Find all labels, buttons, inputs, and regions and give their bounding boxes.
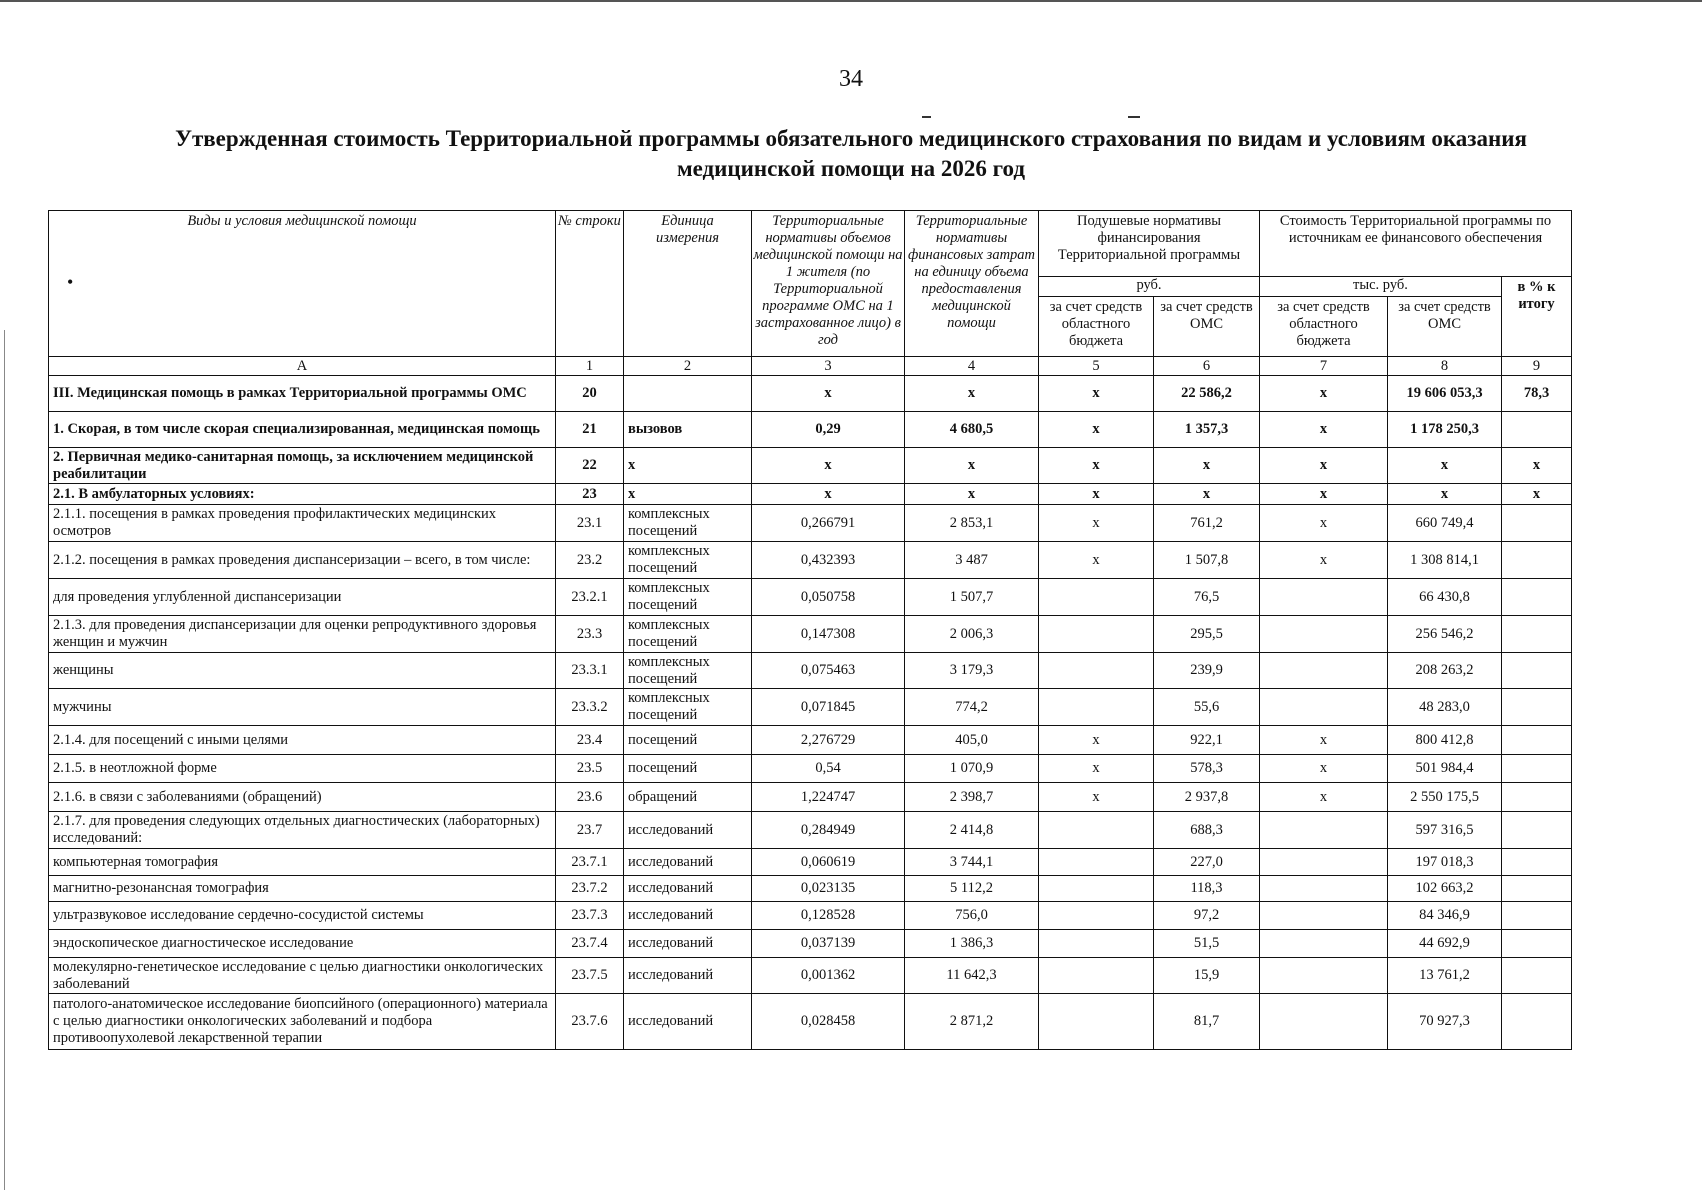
page-title: Утвержденная стоимость Территориальной программы обязательного медицинского страхования по видам и условиям оказания медицинской помощи на 2026 год: [175, 126, 1527, 181]
per-capita-budget: х: [1039, 484, 1154, 505]
percent-of-total: [1502, 689, 1572, 726]
row-unit: исследований: [624, 902, 752, 930]
row-number: 21: [556, 412, 624, 448]
column-index: 2: [624, 357, 752, 376]
per-capita-budget: [1039, 902, 1154, 930]
row-number: 23.2.1: [556, 579, 624, 616]
per-capita-oms: 22 586,2: [1154, 376, 1260, 412]
table-row: [49, 616, 1572, 653]
volume-norm: 0,54: [752, 755, 905, 783]
per-capita-oms: 118,3: [1154, 876, 1260, 902]
header-regional-budget-rub: за счет средств областного бюджета: [1039, 297, 1154, 357]
scan-mark: [922, 116, 931, 118]
row-unit: [624, 376, 752, 412]
header-unit-rub: руб.: [1039, 277, 1260, 297]
row-number: 23.7.4: [556, 930, 624, 958]
row-name: патолого-анатомическое исследование биопсийного (операционного) материала с целью диагностики онкологических заболеваний и подбора противоопухолевой лекарственной терапии: [49, 994, 556, 1050]
volume-norm: 0,060619: [752, 849, 905, 876]
cost-oms: 256 546,2: [1388, 616, 1502, 653]
percent-of-total: х: [1502, 484, 1572, 505]
table-row: [49, 505, 1572, 542]
cost-norm: 774,2: [905, 689, 1039, 726]
cost-norm: 2 414,8: [905, 812, 1039, 849]
cost-oms: 1 178 250,3: [1388, 412, 1502, 448]
per-capita-budget: [1039, 579, 1154, 616]
header-unit-thousand-rub: тыс. руб.: [1260, 277, 1502, 297]
cost-norm: 2 006,3: [905, 616, 1039, 653]
cost-budget: [1260, 876, 1388, 902]
column-index: 7: [1260, 357, 1388, 376]
cost-norm: х: [905, 484, 1039, 505]
row-number: 23.7.2: [556, 876, 624, 902]
volume-norm: 0,037139: [752, 930, 905, 958]
per-capita-oms: 76,5: [1154, 579, 1260, 616]
cost-oms: 70 927,3: [1388, 994, 1502, 1050]
header-cost-norms: Территориальные нормативы финансовых затрат на единицу объема предоставления медицинской помощи: [905, 211, 1039, 357]
cost-norm: 2 871,2: [905, 994, 1039, 1050]
column-index: 8: [1388, 357, 1502, 376]
table-row: [49, 876, 1572, 902]
cost-norm: 11 642,3: [905, 958, 1039, 994]
cost-oms: 84 346,9: [1388, 902, 1502, 930]
header-per-capita-group: Подушевые нормативы финансирования Территориальной программы: [1039, 211, 1260, 277]
column-index: А: [49, 357, 556, 376]
row-unit: исследований: [624, 849, 752, 876]
table-header: [49, 211, 1572, 376]
table-row: [49, 755, 1572, 783]
cost-oms: 66 430,8: [1388, 579, 1502, 616]
cost-norm: 3 179,3: [905, 653, 1039, 689]
per-capita-oms: 1 507,8: [1154, 542, 1260, 579]
page-top-edge: [0, 0, 1702, 2]
volume-norm: 0,128528: [752, 902, 905, 930]
row-name: 2. Первичная медико-санитарная помощь, за исключением медицинской реабилитации: [49, 448, 556, 484]
header-program-cost-group: Стоимость Территориальной программы по источникам ее финансового обеспечения: [1260, 211, 1572, 277]
cost-oms: 197 018,3: [1388, 849, 1502, 876]
table-row: [49, 958, 1572, 994]
row-unit: х: [624, 484, 752, 505]
cost-oms: 208 263,2: [1388, 653, 1502, 689]
row-number: 23.3.2: [556, 689, 624, 726]
volume-norm: 0,147308: [752, 616, 905, 653]
volume-norm: 2,276729: [752, 726, 905, 755]
per-capita-budget: х: [1039, 448, 1154, 484]
per-capita-oms: 1 357,3: [1154, 412, 1260, 448]
volume-norm: 0,432393: [752, 542, 905, 579]
percent-of-total: [1502, 653, 1572, 689]
cost-oms: 597 316,5: [1388, 812, 1502, 849]
row-unit: комплексных посещений: [624, 616, 752, 653]
row-number: 23.7.6: [556, 994, 624, 1050]
row-number: 22: [556, 448, 624, 484]
per-capita-budget: х: [1039, 726, 1154, 755]
row-name: 2.1.3. для проведения диспансеризации для оценки репродуктивного здоровья женщин и мужчин: [49, 616, 556, 653]
table-row: [49, 902, 1572, 930]
row-name: 2.1.7. для проведения следующих отдельных диагностических (лабораторных) исследований:: [49, 812, 556, 849]
per-capita-oms: 239,9: [1154, 653, 1260, 689]
per-capita-oms: 227,0: [1154, 849, 1260, 876]
percent-of-total: 78,3: [1502, 376, 1572, 412]
per-capita-oms: 15,9: [1154, 958, 1260, 994]
table-row: [49, 448, 1572, 484]
header-volume-norms: Территориальные нормативы объемов медицинской помощи на 1 жителя (по Территориальной программе ОМС на 1 застрахованное лицо) в год: [752, 211, 905, 357]
cost-budget: [1260, 930, 1388, 958]
row-name: мужчины: [49, 689, 556, 726]
row-number: 23.7: [556, 812, 624, 849]
volume-norm: 0,001362: [752, 958, 905, 994]
cost-budget: х: [1260, 448, 1388, 484]
percent-of-total: [1502, 994, 1572, 1050]
per-capita-budget: [1039, 689, 1154, 726]
volume-norm: 0,075463: [752, 653, 905, 689]
cost-norm: 2 398,7: [905, 783, 1039, 812]
cost-budget: [1260, 653, 1388, 689]
table-row: [49, 412, 1572, 448]
table-row: [49, 994, 1572, 1050]
row-name: компьютерная томография: [49, 849, 556, 876]
percent-of-total: х: [1502, 448, 1572, 484]
cost-budget: [1260, 958, 1388, 994]
volume-norm: 0,071845: [752, 689, 905, 726]
row-unit: обращений: [624, 783, 752, 812]
row-unit: комплексных посещений: [624, 653, 752, 689]
column-index-row: [49, 357, 1572, 376]
row-name: 2.1. В амбулаторных условиях:: [49, 484, 556, 505]
per-capita-oms: 578,3: [1154, 755, 1260, 783]
row-name: ультразвуковое исследование сердечно-сосудистой системы: [49, 902, 556, 930]
table-row: [49, 812, 1572, 849]
per-capita-budget: [1039, 616, 1154, 653]
cost-oms: 102 663,2: [1388, 876, 1502, 902]
cost-oms: 660 749,4: [1388, 505, 1502, 542]
per-capita-budget: [1039, 812, 1154, 849]
row-number: 23.3.1: [556, 653, 624, 689]
page-left-edge: [4, 330, 5, 1190]
row-number: 23.7.3: [556, 902, 624, 930]
per-capita-oms: х: [1154, 448, 1260, 484]
row-name: 2.1.2. посещения в рамках проведения диспансеризации – всего, в том числе:: [49, 542, 556, 579]
row-unit: исследований: [624, 876, 752, 902]
cost-oms: х: [1388, 484, 1502, 505]
per-capita-budget: х: [1039, 376, 1154, 412]
row-unit: комплексных посещений: [624, 505, 752, 542]
row-number: 23: [556, 484, 624, 505]
table-row: [49, 653, 1572, 689]
cost-oms: 48 283,0: [1388, 689, 1502, 726]
cost-budget: х: [1260, 726, 1388, 755]
cost-norm: 2 853,1: [905, 505, 1039, 542]
header-row-no: № строки: [556, 211, 624, 357]
table-row: [49, 376, 1572, 412]
row-unit: вызовов: [624, 412, 752, 448]
header-oms-rub: за счет средств ОМС: [1154, 297, 1260, 357]
per-capita-budget: [1039, 994, 1154, 1050]
row-unit: х: [624, 448, 752, 484]
cost-norm: 756,0: [905, 902, 1039, 930]
per-capita-oms: 688,3: [1154, 812, 1260, 849]
row-number: 23.7.5: [556, 958, 624, 994]
volume-norm: 0,284949: [752, 812, 905, 849]
volume-norm: х: [752, 484, 905, 505]
column-index: 1: [556, 357, 624, 376]
row-number: 20: [556, 376, 624, 412]
percent-of-total: [1502, 876, 1572, 902]
row-unit: комплексных посещений: [624, 579, 752, 616]
column-index: 6: [1154, 357, 1260, 376]
cost-oms: х: [1388, 448, 1502, 484]
cost-budget: х: [1260, 505, 1388, 542]
per-capita-budget: х: [1039, 505, 1154, 542]
table-row: [49, 689, 1572, 726]
per-capita-oms: х: [1154, 484, 1260, 505]
cost-oms: 44 692,9: [1388, 930, 1502, 958]
per-capita-oms: 2 937,8: [1154, 783, 1260, 812]
row-unit: комплексных посещений: [624, 542, 752, 579]
cost-oms: 1 308 814,1: [1388, 542, 1502, 579]
volume-norm: 0,29: [752, 412, 905, 448]
row-unit: исследований: [624, 812, 752, 849]
header-regional-budget-thousand: за счет средств областного бюджета: [1260, 297, 1388, 357]
cost-budget: [1260, 616, 1388, 653]
percent-of-total: [1502, 755, 1572, 783]
row-number: 23.4: [556, 726, 624, 755]
cost-oms: 501 984,4: [1388, 755, 1502, 783]
volume-norm: 0,023135: [752, 876, 905, 902]
row-name: 2.1.5. в неотложной форме: [49, 755, 556, 783]
percent-of-total: [1502, 616, 1572, 653]
percent-of-total: [1502, 958, 1572, 994]
row-name: эндоскопическое диагностическое исследование: [49, 930, 556, 958]
page-number: 34: [839, 66, 863, 92]
percent-of-total: [1502, 505, 1572, 542]
row-number: 23.6: [556, 783, 624, 812]
table-row: [49, 783, 1572, 812]
cost-norm: 1 070,9: [905, 755, 1039, 783]
volume-norm: х: [752, 448, 905, 484]
cost-budget: х: [1260, 783, 1388, 812]
per-capita-budget: [1039, 930, 1154, 958]
cost-norm: 405,0: [905, 726, 1039, 755]
percent-of-total: [1502, 412, 1572, 448]
header-oms-thousand: за счет средств ОМС: [1388, 297, 1502, 357]
row-number: 23.2: [556, 542, 624, 579]
cost-norm: 1 386,3: [905, 930, 1039, 958]
cost-norm: 1 507,7: [905, 579, 1039, 616]
row-name: магнитно-резонансная томография: [49, 876, 556, 902]
percent-of-total: [1502, 542, 1572, 579]
row-unit: посещений: [624, 755, 752, 783]
row-name: 2.1.4. для посещений с иными целями: [49, 726, 556, 755]
per-capita-budget: х: [1039, 783, 1154, 812]
table-row: [49, 849, 1572, 876]
percent-of-total: [1502, 726, 1572, 755]
percent-of-total: [1502, 783, 1572, 812]
row-number: 23.3: [556, 616, 624, 653]
per-capita-oms: 97,2: [1154, 902, 1260, 930]
per-capita-budget: [1039, 876, 1154, 902]
table-row: [49, 726, 1572, 755]
column-index: 5: [1039, 357, 1154, 376]
row-unit: исследований: [624, 994, 752, 1050]
cost-budget: [1260, 579, 1388, 616]
cost-norm: 3 744,1: [905, 849, 1039, 876]
column-index: 3: [752, 357, 905, 376]
per-capita-oms: 81,7: [1154, 994, 1260, 1050]
cost-norm: х: [905, 376, 1039, 412]
column-index: 9: [1502, 357, 1572, 376]
cost-budget: [1260, 902, 1388, 930]
header-percent: в % к итогу: [1502, 277, 1572, 357]
header-types: Виды и условия медицинской помощи •: [49, 211, 556, 357]
percent-of-total: [1502, 812, 1572, 849]
table-body: [49, 376, 1572, 1050]
row-name: III. Медицинская помощь в рамках Территориальной программы ОМС: [49, 376, 556, 412]
scan-mark: [1128, 116, 1140, 118]
percent-of-total: [1502, 579, 1572, 616]
row-name: для проведения углубленной диспансеризации: [49, 579, 556, 616]
row-number: 23.1: [556, 505, 624, 542]
per-capita-budget: [1039, 653, 1154, 689]
cost-budget: [1260, 994, 1388, 1050]
cost-budget: х: [1260, 376, 1388, 412]
per-capita-budget: х: [1039, 542, 1154, 579]
volume-norm: 1,224747: [752, 783, 905, 812]
row-unit: исследований: [624, 930, 752, 958]
row-name: женщины: [49, 653, 556, 689]
cost-oms: 19 606 053,3: [1388, 376, 1502, 412]
per-capita-oms: 295,5: [1154, 616, 1260, 653]
cost-oms: 13 761,2: [1388, 958, 1502, 994]
cost-norm: х: [905, 448, 1039, 484]
table-row: [49, 484, 1572, 505]
header-unit: Единица измерения: [624, 211, 752, 357]
cost-norm: 5 112,2: [905, 876, 1039, 902]
table-row: [49, 542, 1572, 579]
cost-budget: х: [1260, 542, 1388, 579]
row-name: 2.1.6. в связи с заболеваниями (обращений): [49, 783, 556, 812]
percent-of-total: [1502, 902, 1572, 930]
row-name: молекулярно-генетическое исследование с целью диагностики онкологических заболеваний: [49, 958, 556, 994]
cost-budget: [1260, 812, 1388, 849]
row-unit: посещений: [624, 726, 752, 755]
per-capita-oms: 51,5: [1154, 930, 1260, 958]
row-unit: комплексных посещений: [624, 689, 752, 726]
volume-norm: 0,266791: [752, 505, 905, 542]
cost-budget: х: [1260, 412, 1388, 448]
percent-of-total: [1502, 849, 1572, 876]
row-name: 2.1.1. посещения в рамках проведения профилактических медицинских осмотров: [49, 505, 556, 542]
percent-of-total: [1502, 930, 1572, 958]
column-index: 4: [905, 357, 1039, 376]
cost-table: [48, 210, 1572, 1050]
cost-oms: 2 550 175,5: [1388, 783, 1502, 812]
volume-norm: х: [752, 376, 905, 412]
cost-budget: [1260, 689, 1388, 726]
per-capita-budget: [1039, 849, 1154, 876]
table-row: [49, 930, 1572, 958]
cost-norm: 3 487: [905, 542, 1039, 579]
cost-norm: 4 680,5: [905, 412, 1039, 448]
bullet-mark: •: [67, 272, 74, 292]
row-unit: исследований: [624, 958, 752, 994]
volume-norm: 0,028458: [752, 994, 905, 1050]
cost-oms: 800 412,8: [1388, 726, 1502, 755]
cost-budget: [1260, 849, 1388, 876]
per-capita-budget: [1039, 958, 1154, 994]
per-capita-oms: 55,6: [1154, 689, 1260, 726]
row-number: 23.5: [556, 755, 624, 783]
table-row: [49, 579, 1572, 616]
per-capita-budget: х: [1039, 412, 1154, 448]
cost-budget: х: [1260, 755, 1388, 783]
row-name: 1. Скорая, в том числе скорая специализированная, медицинская помощь: [49, 412, 556, 448]
cost-budget: х: [1260, 484, 1388, 505]
volume-norm: 0,050758: [752, 579, 905, 616]
per-capita-budget: х: [1039, 755, 1154, 783]
per-capita-oms: 922,1: [1154, 726, 1260, 755]
row-number: 23.7.1: [556, 849, 624, 876]
per-capita-oms: 761,2: [1154, 505, 1260, 542]
